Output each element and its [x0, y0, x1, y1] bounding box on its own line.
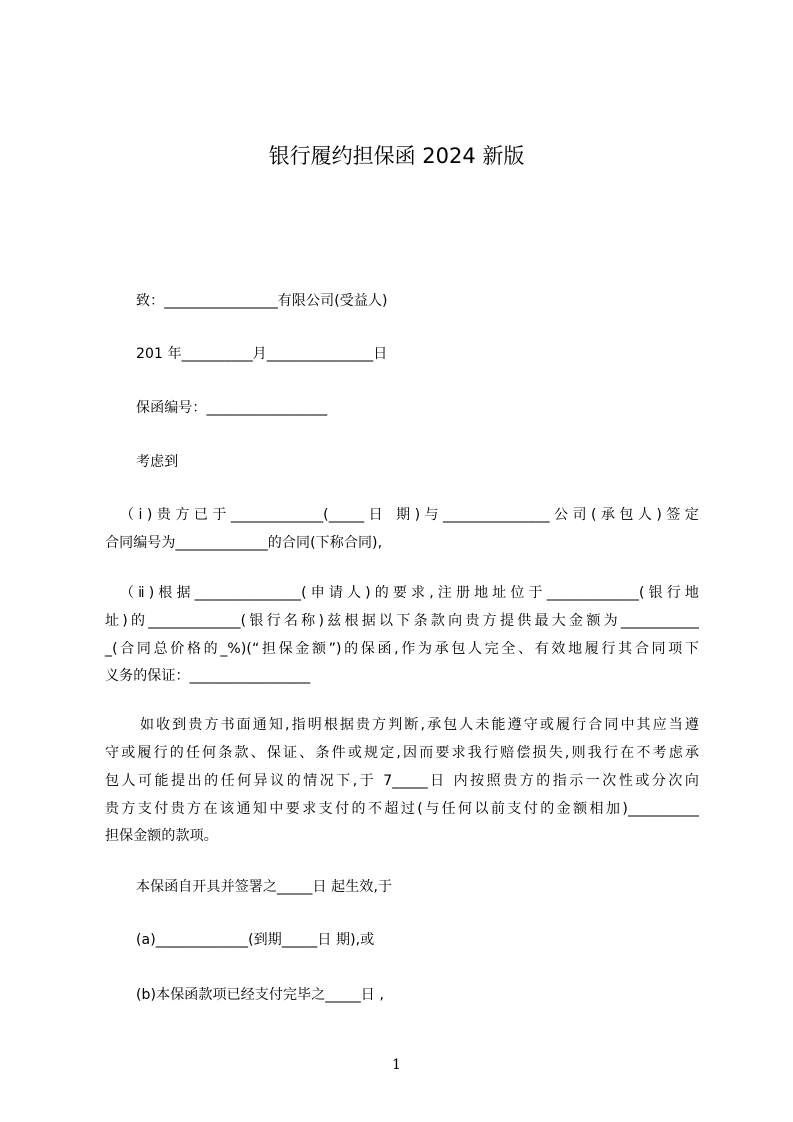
document-title: 银行履约担保函 2024 新版	[268, 144, 525, 168]
demand-paragraph-line-1: 如收到贵方书面通知,指明根据贵方判断,承包人未能遵守或履行合同中其应当遵	[140, 717, 699, 733]
demand-paragraph-line-4: 贵方支付贵方在该通知中要求支付的不超过(与任何以前支付的金额相加)__________	[105, 801, 699, 817]
guarantee-number-line: 保函编号：_________________	[136, 400, 328, 416]
option-b-line: (b)本保函款项已经支付完毕之_____日 ,	[136, 987, 385, 1003]
clause-ii-line-1: （ⅱ)根据_______________(申请人)的要求,注册地址位于_____________(银行地	[120, 585, 699, 601]
clause-i-line-2: 合同编号为_____________的合同(下称合同),	[105, 535, 383, 551]
clause-ii-line-2: 址)的_____________(银行名称)兹根据以下条款向贵方提供最大金额为___________	[105, 613, 699, 629]
demand-paragraph-line-3: 包人可能提出的任何异议的情况下,于 7_____日 内按照贵方的指示一次性或分次向	[105, 773, 699, 789]
validity-line: 本保函自开具并签署之_____日 起生效,于	[136, 879, 393, 895]
clause-i-line-1: （ⅰ)贵方已于_____________(_____日 期)与_______________公司(承包人)签定	[120, 507, 699, 523]
demand-paragraph-line-5: 担保金额的款项。	[105, 828, 218, 844]
demand-paragraph-line-2: 守或履行的任何条款、保证、条件或规定,因而要求我行赔偿损失,则我行在不考虑承	[105, 745, 699, 761]
option-a-line: (a)_____________(到期_____日 期),或	[136, 932, 375, 948]
clause-ii-line-3: _(合同总价格的_%)(“担保金额”)的保函,作为承包人完全、有效地履行其合同项下	[105, 641, 699, 657]
page-number: 1	[392, 1057, 401, 1073]
date-line: 201 年__________月_______________日	[136, 346, 388, 362]
addressee-line: 致：________________有限公司(受益人)	[136, 293, 388, 309]
whereas-heading: 考虑到	[136, 454, 179, 470]
clause-ii-line-4: 义务的保证：_________________	[105, 668, 311, 684]
